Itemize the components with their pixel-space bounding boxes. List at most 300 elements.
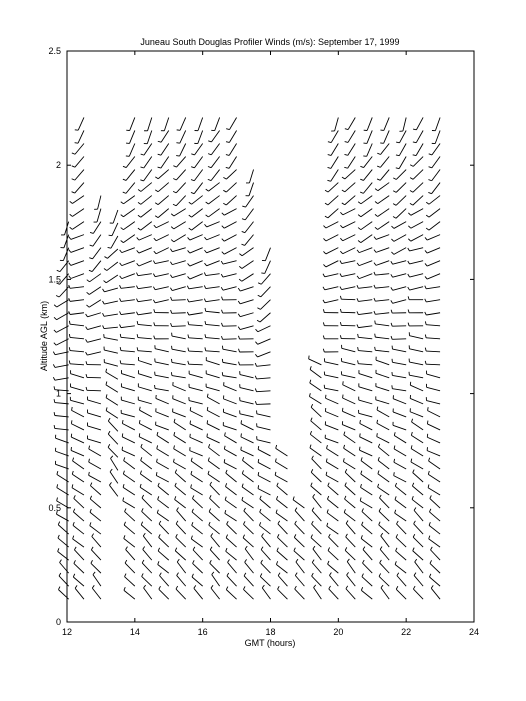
wind-barb-staff bbox=[410, 274, 424, 277]
wind-barb-staff bbox=[260, 313, 270, 322]
wind-barb-staff bbox=[331, 170, 339, 182]
wind-barb-half bbox=[375, 334, 376, 337]
wind-barb-staff bbox=[206, 300, 220, 302]
wind-barb bbox=[72, 484, 84, 495]
wind-barb bbox=[310, 445, 321, 456]
wind-barb-staff bbox=[278, 589, 288, 599]
wind-barb-staff bbox=[257, 440, 271, 443]
wind-barb-half bbox=[344, 509, 345, 512]
wind-barb-half bbox=[408, 213, 410, 215]
wind-barb bbox=[357, 311, 372, 314]
wind-barb-staff bbox=[121, 413, 135, 417]
wind-barb-half bbox=[121, 202, 124, 204]
wind-barb-staff bbox=[190, 411, 203, 417]
wind-barb-staff bbox=[88, 413, 101, 417]
wind-barb-staff bbox=[328, 551, 338, 561]
wind-barb bbox=[72, 471, 84, 482]
wind-barb-staff bbox=[343, 248, 356, 254]
wind-barb bbox=[111, 456, 118, 470]
wind-barb-half bbox=[73, 574, 74, 577]
wind-barb bbox=[378, 471, 389, 482]
wind-barb-staff bbox=[160, 576, 169, 587]
wind-barb bbox=[207, 394, 219, 404]
wind-barb-staff bbox=[211, 157, 219, 168]
wind-barb-staff bbox=[260, 512, 271, 521]
wind-barb-half bbox=[294, 548, 295, 551]
wind-barb bbox=[72, 170, 84, 181]
wind-barb-staff bbox=[64, 235, 69, 248]
wind-barb-half bbox=[103, 289, 105, 292]
wind-barb-half bbox=[413, 470, 414, 473]
wind-barb-half bbox=[242, 484, 243, 487]
wind-barb-staff bbox=[261, 287, 271, 297]
wind-barb-staff bbox=[104, 314, 118, 316]
wind-barb-half bbox=[227, 573, 229, 576]
wind-barb-staff bbox=[122, 248, 135, 253]
wind-barb-half bbox=[312, 573, 314, 576]
wind-barb-staff bbox=[176, 589, 186, 599]
wind-barb bbox=[90, 496, 101, 508]
wind-barb bbox=[311, 418, 322, 430]
wind-barb-half bbox=[106, 382, 107, 385]
wind-barb-half bbox=[312, 521, 314, 524]
wind-barb-staff bbox=[409, 336, 423, 339]
wind-barb bbox=[170, 248, 185, 252]
wind-barb-half bbox=[141, 167, 144, 168]
wind-barb bbox=[71, 420, 84, 430]
wind-barb-half bbox=[260, 573, 262, 576]
wind-barb bbox=[210, 560, 220, 573]
wind-barb-half bbox=[255, 401, 256, 404]
wind-barb-staff bbox=[208, 474, 220, 482]
wind-barb-staff bbox=[172, 376, 186, 378]
wind-barb-half bbox=[72, 484, 73, 487]
wind-barb bbox=[412, 496, 423, 508]
wind-barb bbox=[362, 574, 372, 587]
wind-barb-half bbox=[256, 329, 258, 332]
wind-barb-staff bbox=[378, 460, 389, 469]
wind-barb-staff bbox=[141, 183, 152, 192]
wind-barb-staff bbox=[244, 576, 253, 586]
wind-barb-staff bbox=[211, 588, 220, 599]
wind-barb bbox=[241, 447, 254, 456]
wind-barb-staff bbox=[363, 183, 372, 194]
wind-barb-staff bbox=[414, 524, 423, 534]
wind-barb bbox=[376, 383, 389, 391]
wind-barb-staff bbox=[124, 539, 135, 548]
wind-barb-half bbox=[395, 496, 396, 499]
wind-barb-half bbox=[239, 279, 242, 281]
wind-barb bbox=[392, 346, 406, 352]
wind-barb-staff bbox=[325, 300, 339, 303]
wind-barb-staff bbox=[380, 563, 390, 573]
wind-barb bbox=[357, 274, 372, 279]
wind-barb bbox=[360, 170, 372, 181]
wind-barb-half bbox=[89, 258, 92, 259]
wind-barb-half bbox=[262, 533, 264, 536]
wind-barb bbox=[90, 222, 101, 234]
wind-barb-half bbox=[325, 203, 328, 205]
wind-barb-staff bbox=[93, 575, 101, 587]
wind-barb bbox=[312, 521, 322, 534]
wind-barb-staff bbox=[429, 525, 440, 534]
wind-barb-staff bbox=[138, 400, 151, 404]
wind-barb-staff bbox=[326, 398, 339, 404]
wind-barb bbox=[323, 235, 338, 241]
wind-barb bbox=[429, 157, 441, 168]
wind-barb bbox=[206, 196, 220, 204]
wind-barb bbox=[394, 432, 406, 443]
wind-barb bbox=[426, 222, 440, 230]
wind-barb-staff bbox=[342, 411, 355, 417]
wind-barb-staff bbox=[413, 170, 423, 180]
wind-barb-half bbox=[123, 497, 124, 500]
wind-barb bbox=[380, 560, 390, 573]
wind-barb-staff bbox=[207, 235, 220, 240]
wind-barb bbox=[277, 534, 287, 547]
wind-barb-half bbox=[120, 250, 122, 253]
wind-barb bbox=[312, 560, 321, 574]
wind-barb-half bbox=[177, 559, 179, 562]
wind-barb bbox=[340, 309, 355, 313]
wind-barb bbox=[154, 309, 169, 313]
wind-barb-staff bbox=[361, 196, 372, 204]
wind-barb-half bbox=[204, 224, 206, 227]
wind-barb bbox=[357, 248, 372, 253]
wind-barb bbox=[413, 130, 423, 142]
wind-barb-half bbox=[87, 292, 90, 294]
wind-barb-staff bbox=[257, 414, 271, 417]
wind-barb-staff bbox=[74, 563, 84, 573]
x-tick-label: 18 bbox=[265, 627, 276, 637]
wind-barb bbox=[391, 287, 406, 291]
wind-barb bbox=[342, 196, 355, 205]
wind-barb-staff bbox=[192, 196, 203, 205]
wind-barb bbox=[375, 321, 389, 326]
wind-barb bbox=[157, 445, 169, 456]
wind-barb bbox=[138, 209, 152, 218]
wind-barb bbox=[222, 235, 237, 242]
wind-barb-half bbox=[208, 154, 211, 155]
x-tick-label: 20 bbox=[333, 627, 344, 637]
wind-barb-half bbox=[87, 280, 90, 282]
wind-barb-staff bbox=[90, 526, 101, 534]
wind-barb bbox=[73, 574, 84, 586]
wind-barb-half bbox=[412, 496, 413, 499]
wind-barb bbox=[345, 483, 355, 495]
wind-barb bbox=[396, 157, 406, 169]
wind-barb-staff bbox=[121, 387, 134, 391]
wind-barb-half bbox=[258, 446, 259, 449]
wind-barb-staff bbox=[223, 339, 237, 340]
wind-barb-staff bbox=[172, 300, 186, 301]
wind-barb-staff bbox=[367, 144, 373, 157]
wind-barb-half bbox=[191, 458, 192, 461]
wind-barb-half bbox=[242, 219, 245, 220]
wind-barb-half bbox=[391, 239, 393, 241]
wind-barb-staff bbox=[411, 435, 423, 443]
wind-barb-staff bbox=[190, 261, 203, 266]
wind-barb bbox=[246, 170, 254, 183]
wind-barb-staff bbox=[225, 500, 236, 508]
wind-barb-staff bbox=[107, 249, 117, 258]
wind-barb bbox=[158, 496, 169, 508]
wind-barb-staff bbox=[123, 487, 135, 495]
wind-barb bbox=[120, 285, 135, 288]
wind-barb-staff bbox=[172, 349, 186, 352]
wind-barb bbox=[160, 573, 169, 586]
wind-barb-half bbox=[360, 179, 363, 180]
wind-barb bbox=[327, 509, 338, 521]
wind-barb-half bbox=[395, 561, 396, 564]
wind-barb bbox=[104, 275, 118, 283]
wind-barb bbox=[410, 183, 423, 193]
wind-barb-staff bbox=[359, 400, 372, 404]
wind-barb bbox=[190, 421, 203, 430]
wind-barb-half bbox=[191, 154, 194, 155]
wind-barb-half bbox=[323, 264, 325, 266]
wind-barb bbox=[120, 347, 135, 352]
wind-barb-staff bbox=[348, 117, 355, 129]
wind-barb bbox=[206, 209, 220, 217]
wind-barb-half bbox=[277, 548, 278, 551]
y-axis-title: Altitude AGL (km) bbox=[39, 300, 49, 372]
wind-barb-half bbox=[377, 433, 378, 436]
wind-barb-half bbox=[139, 420, 140, 423]
wind-barb bbox=[409, 345, 423, 351]
wind-barb-half bbox=[123, 471, 124, 474]
wind-barb bbox=[323, 322, 338, 325]
wind-barb bbox=[188, 235, 203, 240]
wind-barb-half bbox=[328, 142, 331, 143]
wind-barb bbox=[137, 248, 152, 253]
wind-barb-half bbox=[137, 237, 139, 240]
wind-barb-half bbox=[175, 496, 176, 499]
wind-barb-staff bbox=[413, 551, 423, 560]
wind-barb-staff bbox=[427, 451, 440, 456]
wind-barb-staff bbox=[156, 412, 169, 417]
wind-barb-half bbox=[122, 433, 123, 436]
x-tick-label: 16 bbox=[197, 627, 208, 637]
wind-barb-staff bbox=[393, 287, 407, 291]
wind-barb-half bbox=[210, 560, 212, 563]
wind-barb bbox=[425, 312, 440, 315]
wind-barb-staff bbox=[121, 400, 134, 404]
wind-barb-half bbox=[379, 573, 381, 576]
wind-barb-half bbox=[415, 559, 417, 562]
wind-barb-half bbox=[53, 364, 55, 367]
wind-barb bbox=[428, 471, 440, 482]
wind-barb bbox=[190, 447, 203, 456]
wind-barb bbox=[138, 183, 152, 192]
wind-barb bbox=[331, 117, 338, 131]
wind-barb-half bbox=[413, 548, 414, 551]
wind-barb-staff bbox=[157, 513, 168, 521]
wind-barb-staff bbox=[126, 183, 135, 194]
wind-barb-staff bbox=[194, 157, 202, 168]
wind-barb bbox=[425, 286, 440, 289]
wind-barb bbox=[153, 300, 168, 303]
wind-barb bbox=[86, 387, 101, 391]
wind-barb-staff bbox=[126, 550, 135, 561]
wind-barb bbox=[363, 130, 372, 143]
wind-barb-staff bbox=[142, 498, 152, 508]
wind-barb-staff bbox=[189, 313, 203, 315]
wind-barb-staff bbox=[393, 274, 407, 278]
wind-barb-half bbox=[221, 261, 223, 264]
wind-barb bbox=[89, 261, 101, 272]
wind-barb-staff bbox=[124, 525, 135, 534]
wind-barb-half bbox=[136, 299, 137, 302]
wind-barb bbox=[347, 559, 355, 573]
wind-barb bbox=[238, 313, 253, 317]
wind-barb bbox=[69, 347, 84, 352]
wind-barb bbox=[255, 363, 270, 366]
wind-barb-half bbox=[204, 263, 206, 266]
wind-barb-half bbox=[58, 522, 59, 525]
wind-barb-half bbox=[362, 508, 364, 511]
wind-barb bbox=[224, 446, 236, 456]
wind-barb bbox=[360, 157, 372, 168]
wind-barb-half bbox=[311, 535, 312, 538]
wind-barb-staff bbox=[241, 437, 254, 443]
wind-barb bbox=[106, 394, 118, 405]
wind-barb-staff bbox=[376, 387, 389, 391]
wind-barb-staff bbox=[125, 563, 135, 573]
wind-barb bbox=[374, 285, 389, 288]
wind-barb bbox=[89, 248, 101, 259]
wind-barb-staff bbox=[206, 338, 220, 339]
wind-barb-half bbox=[204, 299, 205, 302]
wind-barb bbox=[340, 322, 355, 326]
wind-barb bbox=[241, 433, 254, 442]
wind-barb-half bbox=[223, 177, 226, 179]
wind-barb-staff bbox=[394, 222, 406, 229]
wind-barb-half bbox=[158, 154, 161, 155]
wind-barb-staff bbox=[429, 222, 440, 230]
wind-barb-staff bbox=[432, 157, 440, 168]
wind-barb bbox=[257, 410, 271, 416]
wind-barb-staff bbox=[276, 499, 287, 508]
wind-barb-staff bbox=[240, 287, 253, 291]
wind-barb bbox=[73, 509, 84, 521]
wind-barb bbox=[325, 408, 338, 417]
wind-barb bbox=[110, 469, 118, 483]
wind-barb-staff bbox=[326, 462, 338, 469]
wind-barb-staff bbox=[190, 248, 203, 253]
wind-barb bbox=[323, 287, 338, 290]
wind-barb-half bbox=[137, 321, 138, 324]
wind-barb-half bbox=[276, 510, 277, 513]
wind-barb-staff bbox=[91, 550, 101, 560]
wind-barb bbox=[120, 360, 135, 364]
wind-barb bbox=[153, 261, 168, 264]
wind-barb-staff bbox=[155, 349, 169, 352]
wind-barb-half bbox=[157, 432, 158, 435]
wind-barb-half bbox=[394, 432, 395, 435]
wind-barb bbox=[70, 397, 84, 404]
wind-barb-staff bbox=[189, 374, 202, 378]
wind-barb-staff bbox=[175, 473, 185, 482]
wind-barb-half bbox=[226, 548, 227, 551]
wind-barb bbox=[87, 422, 100, 429]
wind-barb-half bbox=[159, 521, 161, 524]
wind-barb-half bbox=[103, 313, 104, 316]
wind-barb-staff bbox=[208, 196, 219, 204]
wind-barb bbox=[161, 117, 169, 130]
wind-barb bbox=[121, 383, 134, 390]
wind-barb bbox=[173, 459, 185, 469]
wind-barb bbox=[344, 509, 355, 521]
wind-barb-staff bbox=[106, 398, 118, 406]
wind-barb bbox=[345, 547, 355, 560]
wind-barb-half bbox=[204, 285, 205, 288]
wind-barb-staff bbox=[393, 261, 407, 265]
wind-barb bbox=[277, 548, 288, 560]
wind-barb bbox=[326, 472, 338, 482]
wind-barb-half bbox=[242, 497, 243, 500]
wind-barb-half bbox=[142, 560, 144, 563]
wind-barb-half bbox=[106, 369, 107, 372]
wind-barb-half bbox=[408, 261, 410, 264]
wind-barb-half bbox=[120, 311, 121, 314]
wind-barb bbox=[175, 483, 186, 495]
wind-barb-half bbox=[59, 573, 61, 576]
wind-barb bbox=[120, 334, 135, 339]
wind-barb-half bbox=[89, 472, 90, 475]
wind-barb-staff bbox=[329, 575, 338, 586]
wind-barb-staff bbox=[261, 563, 271, 573]
wind-barb-half bbox=[72, 179, 75, 180]
wind-barb-staff bbox=[156, 235, 169, 241]
wind-barb bbox=[391, 235, 406, 242]
wind-barb-half bbox=[189, 228, 192, 230]
wind-barb bbox=[75, 130, 84, 143]
wind-barb-half bbox=[375, 201, 378, 203]
wind-barb-half bbox=[361, 535, 362, 538]
wind-barb-staff bbox=[87, 426, 100, 430]
wind-barb-half bbox=[120, 285, 121, 288]
wind-barb-half bbox=[340, 322, 341, 325]
wind-barb-staff bbox=[326, 235, 338, 241]
wind-barb-staff bbox=[360, 450, 373, 456]
wind-barb-half bbox=[374, 263, 376, 266]
wind-barb bbox=[396, 548, 407, 560]
wind-barb-staff bbox=[90, 499, 101, 508]
wind-barb-staff bbox=[141, 209, 152, 218]
wind-barb-staff bbox=[427, 274, 440, 279]
wind-barb-half bbox=[360, 433, 361, 436]
wind-barb-staff bbox=[172, 274, 185, 278]
wind-barb-staff bbox=[155, 261, 169, 264]
wind-barb-staff bbox=[207, 424, 220, 430]
wind-barb-staff bbox=[359, 261, 372, 266]
wind-barb-staff bbox=[360, 423, 372, 429]
wind-barb-staff bbox=[276, 448, 288, 456]
wind-barb bbox=[188, 348, 203, 352]
wind-barb bbox=[212, 572, 220, 586]
wind-barb-staff bbox=[393, 399, 406, 404]
wind-barb bbox=[241, 420, 254, 430]
wind-barb-half bbox=[205, 321, 206, 324]
wind-barb bbox=[375, 209, 389, 217]
wind-barb-half bbox=[91, 560, 93, 563]
wind-barb-staff bbox=[89, 475, 101, 482]
wind-barb-half bbox=[120, 347, 121, 350]
wind-barb-staff bbox=[223, 426, 236, 430]
wind-barb-half bbox=[414, 521, 416, 524]
wind-barb-half bbox=[190, 407, 191, 410]
